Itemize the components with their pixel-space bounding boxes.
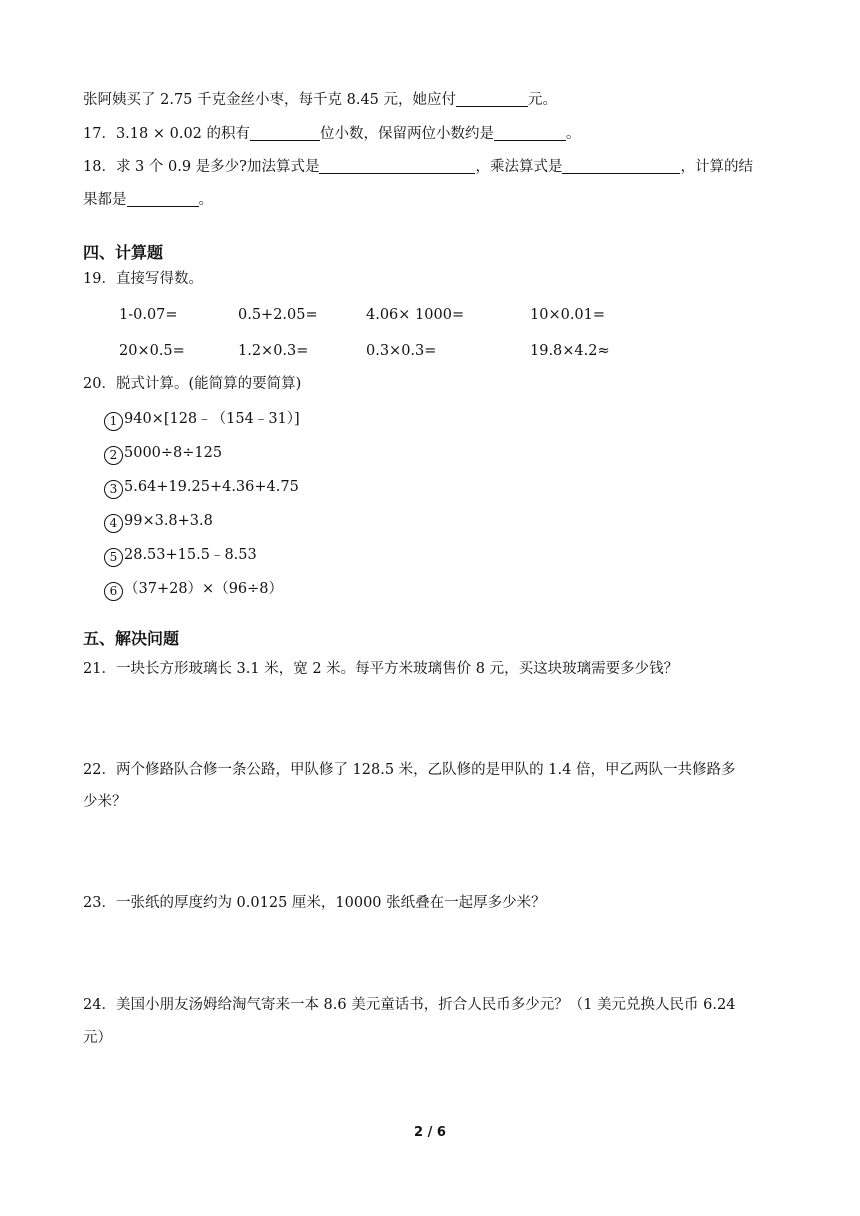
q17-text-end: 。 (566, 126, 581, 142)
question-18-line2 (83, 190, 213, 210)
q17-text-middle: 位小数，保留两位小数约是 (320, 126, 494, 142)
circled-number: 5 (104, 548, 123, 567)
q18-text-end: ，计算的结 (680, 159, 753, 175)
q17-text: 17．3.18 × 0.02 的积有 (83, 126, 250, 142)
question-21: 21．一块长方形玻璃长 3.1 米，宽 2 米。每平方米玻璃售价 8 元，买这块玻璃需要多少钱？ (83, 661, 679, 677)
q20-item-6 (104, 579, 283, 601)
question-17 (83, 124, 581, 144)
q16-text-end: 元。 (528, 92, 558, 108)
expression: 28.53+15.5﹣8.53 (124, 547, 257, 563)
question-20-stem: 20．脱式计算。(能简算的要简算) (83, 376, 302, 392)
page-number: 2 / 6 (414, 1125, 446, 1140)
answer-blank[interactable] (250, 125, 320, 141)
q18-text-line2-end: 。 (198, 192, 213, 208)
q20-item-4 (104, 511, 213, 533)
expression: 99×3.8+3.8 (124, 513, 213, 529)
question-24-line1: 24．美国小朋友汤姆给淘气寄来一本 8.6 美元童话书，折合人民币多少元？（1 美元兑换人民币 6.24 (83, 997, 736, 1013)
q19-row1-item3: 4.06× 1000= (366, 307, 465, 323)
q19-row1-item2: 0.5+2.05= (238, 307, 318, 323)
expression: 940×[128﹣（154﹣31）] (124, 411, 300, 427)
q19-row2-item2: 1.2×0.3= (238, 343, 309, 359)
question-22-line1: 22．两个修路队合修一条公路，甲队修了 128.5 米，乙队修的是甲队的 1.4 倍，甲乙两队一共修路多 (83, 762, 736, 778)
q19-row1-item1: 1-0.07= (119, 307, 178, 323)
circled-number: 3 (104, 480, 123, 499)
q20-item-1 (104, 409, 300, 431)
question-24-line2: 元） (83, 1030, 112, 1046)
section-heading-calculation: 四、计算题 (83, 243, 164, 262)
answer-blank[interactable] (562, 158, 680, 174)
expression: 5000÷8÷125 (124, 445, 223, 461)
section-heading-problem-solving: 五、解决问题 (83, 629, 180, 648)
q18-text-line2: 果都是 (83, 192, 127, 208)
circled-number: 4 (104, 514, 123, 533)
question-16-tail (83, 90, 557, 110)
question-18-line1 (83, 157, 753, 177)
answer-blank[interactable] (494, 125, 566, 141)
circled-number: 1 (104, 412, 123, 431)
q19-row2-item3: 0.3×0.3= (366, 343, 437, 359)
q16-text: 张阿姨买了 2.75 千克金丝小枣，每千克 8.45 元，她应付 (83, 92, 457, 108)
answer-blank[interactable] (127, 191, 199, 207)
expression: （37+28）×（96÷8） (124, 581, 284, 597)
q20-item-3 (104, 477, 299, 499)
circled-number: 6 (104, 582, 123, 601)
q19-row2-item1: 20×0.5= (119, 343, 185, 359)
q19-row2-item4: 19.8×4.2≈ (530, 343, 610, 359)
q20-item-5 (104, 545, 257, 567)
answer-blank[interactable] (319, 158, 475, 174)
question-23: 23．一张纸的厚度约为 0.0125 厘米，10000 张纸叠在一起厚多少米？ (83, 895, 546, 911)
expression: 5.64+19.25+4.36+4.75 (124, 479, 299, 495)
question-19-stem: 19．直接写得数。 (83, 271, 203, 287)
answer-blank[interactable] (456, 91, 528, 107)
q19-row1-item4: 10×0.01= (530, 307, 606, 323)
q18-text: 18．求 3 个 0.9 是多少?加法算式是 (83, 159, 320, 175)
q18-text-middle: ，乘法算式是 (475, 159, 563, 175)
question-22-line2: 少米？ (83, 794, 127, 810)
q20-item-2 (104, 443, 222, 465)
circled-number: 2 (104, 446, 123, 465)
